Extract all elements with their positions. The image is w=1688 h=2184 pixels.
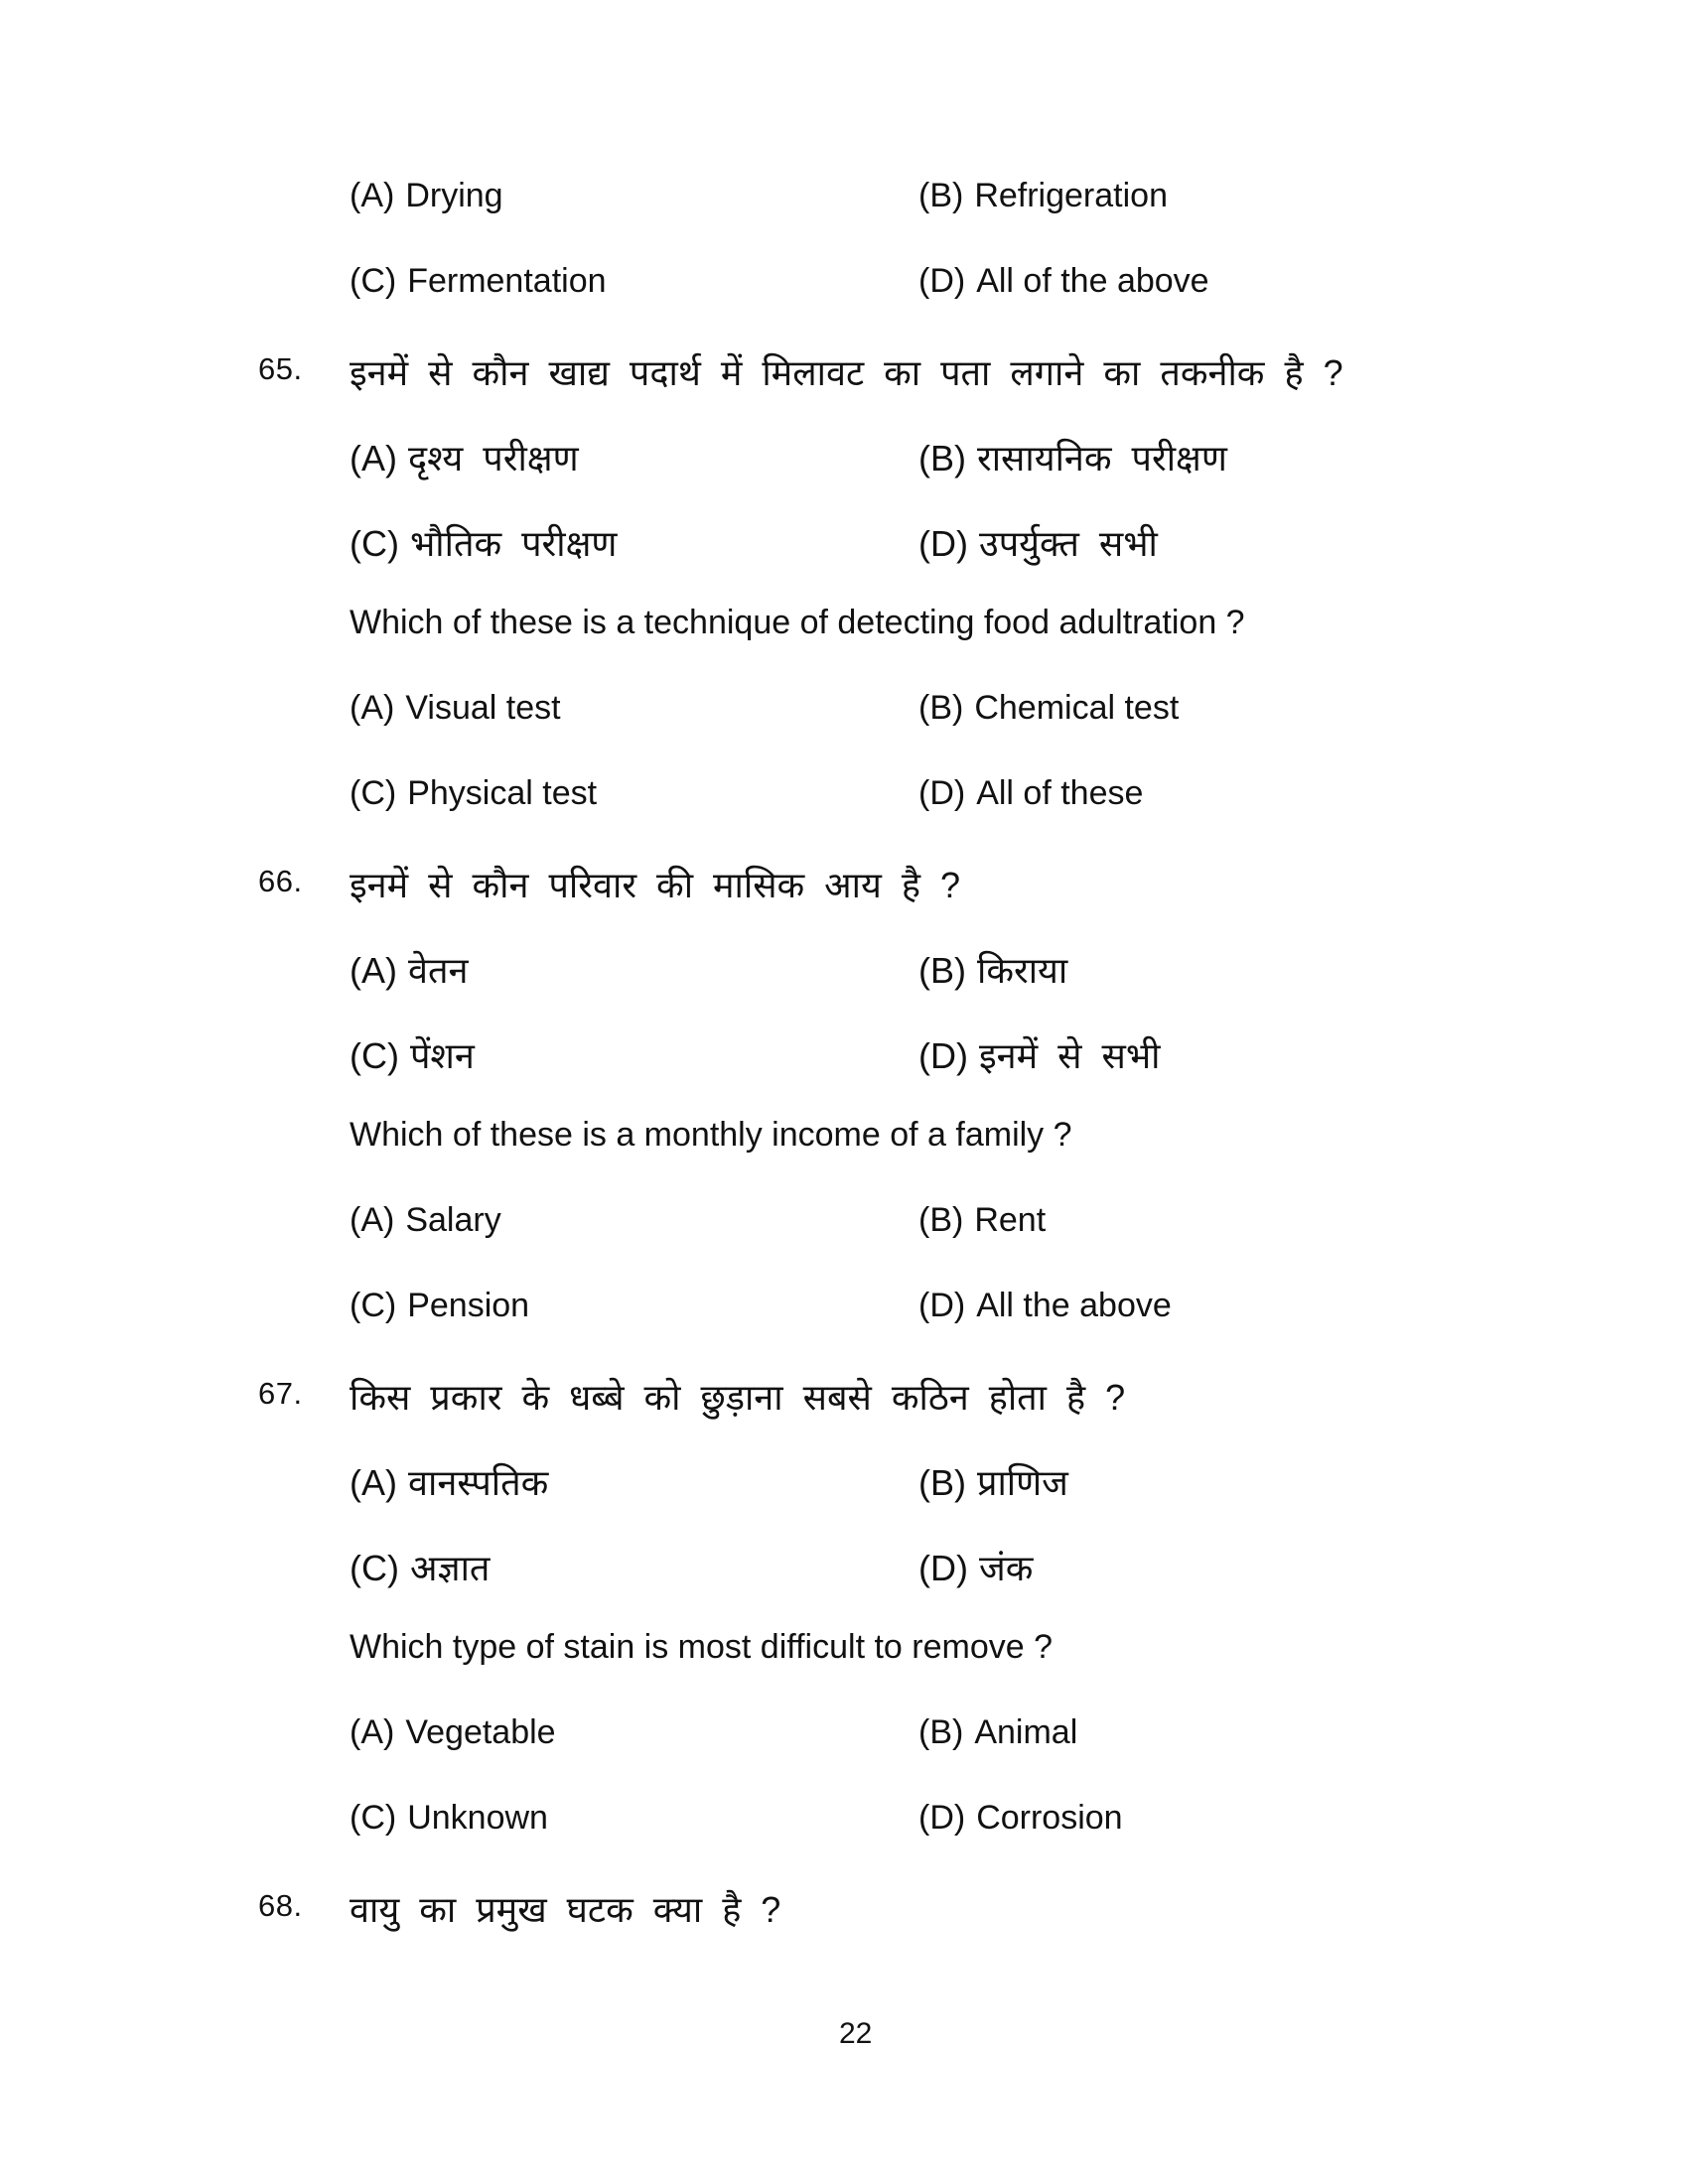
option-text: All of these [976, 774, 1144, 812]
option-label: (B) [918, 438, 966, 478]
option-right [918, 945, 1067, 994]
option-label: (A) [350, 950, 397, 991]
option-left [350, 1457, 548, 1506]
option-text: अज्ञात [409, 1548, 491, 1588]
option-right [918, 1543, 1033, 1591]
option-left [350, 1030, 475, 1079]
option-label: (B) [918, 1462, 966, 1503]
option-label: (B) [918, 1713, 964, 1751]
option-left [350, 1713, 556, 1752]
option-label: (D) [918, 1548, 968, 1588]
question-row [0, 1628, 1688, 1713]
options-row [0, 1799, 1688, 1884]
option-label: (C) [350, 523, 399, 564]
option-label: (D) [918, 1287, 966, 1324]
question-row [0, 347, 1688, 433]
option-label: (C) [350, 774, 397, 812]
options-row [0, 1713, 1688, 1799]
option-right [918, 1030, 1160, 1079]
option-text: All the above [976, 1287, 1172, 1324]
question-text: वायु का प्रमुख घटक क्या है ? [350, 1889, 781, 1930]
option-text: दृश्य परीक्षण [408, 438, 579, 478]
option-right [918, 1713, 1077, 1752]
option-label: (C) [350, 1035, 399, 1076]
option-text: Animal [974, 1713, 1078, 1751]
options-row [0, 1457, 1688, 1543]
option-label: (C) [350, 1548, 399, 1588]
option-right [918, 1287, 1172, 1325]
content [0, 177, 1688, 1970]
options-row [0, 1201, 1688, 1287]
options-row [0, 1543, 1688, 1628]
options-row [0, 262, 1688, 347]
option-label: (D) [918, 1799, 966, 1837]
option-left [350, 518, 617, 567]
option-label: (A) [350, 1201, 395, 1239]
question-text: Which of these is a monthly income of a family ? [350, 1116, 1072, 1154]
option-left [350, 689, 561, 728]
question-number: 65. [258, 351, 303, 386]
option-text: इनमें से सभी [978, 1035, 1161, 1076]
option-label: (A) [350, 1462, 397, 1503]
option-text: Unknown [407, 1799, 548, 1837]
option-text: Chemical test [974, 689, 1180, 727]
option-text: किराया [977, 950, 1068, 991]
question-text: इनमें से कौन परिवार की मासिक आय है ? [350, 865, 960, 905]
options-row [0, 1030, 1688, 1116]
option-text: पेंशन [409, 1035, 475, 1076]
question-row [0, 1884, 1688, 1970]
option-text: Vegetable [405, 1713, 556, 1751]
option-right [918, 1799, 1123, 1838]
option-text: Drying [405, 177, 503, 214]
option-right [918, 1457, 1068, 1506]
option-left [350, 945, 469, 994]
option-right [918, 433, 1227, 481]
option-label: (A) [350, 177, 395, 214]
options-row [0, 774, 1688, 860]
option-text: Corrosion [976, 1799, 1123, 1837]
option-left [350, 433, 579, 481]
question-row [0, 1372, 1688, 1457]
option-right [918, 177, 1168, 215]
option-label: (A) [350, 1713, 395, 1751]
option-text: Refrigeration [974, 177, 1168, 214]
question-row [0, 604, 1688, 689]
option-label: (C) [350, 1287, 397, 1324]
option-text: Pension [407, 1287, 530, 1324]
option-right [918, 774, 1143, 813]
question-text: Which type of stain is most difficult to remove ? [350, 1628, 1053, 1666]
option-right [918, 689, 1179, 728]
option-text: Salary [405, 1201, 501, 1239]
option-label: (D) [918, 523, 968, 564]
option-text: Visual test [405, 689, 561, 727]
question-number: 67. [258, 1376, 303, 1411]
option-label: (B) [918, 177, 964, 214]
option-label: (C) [350, 262, 397, 300]
options-row [0, 945, 1688, 1030]
option-text: उपर्युक्त सभी [978, 523, 1158, 564]
option-left [350, 1201, 501, 1240]
options-row [0, 689, 1688, 774]
option-text: Physical test [407, 774, 598, 812]
option-left [350, 1799, 548, 1838]
question-text: इनमें से कौन खाद्य पदार्थ में मिलावट का पता लगाने का तकनीक है ? [350, 352, 1343, 393]
option-left [350, 1287, 529, 1325]
option-label: (A) [350, 438, 397, 478]
page-number: 22 [839, 2017, 873, 2050]
option-left [350, 1543, 490, 1591]
option-text: Rent [974, 1201, 1047, 1239]
option-label: (B) [918, 689, 964, 727]
option-right [918, 262, 1209, 301]
option-text: रासायनिक परीक्षण [977, 438, 1227, 478]
options-row [0, 518, 1688, 604]
option-label: (A) [350, 689, 395, 727]
options-row [0, 177, 1688, 262]
option-label: (D) [918, 262, 966, 300]
options-row [0, 433, 1688, 518]
option-label: (C) [350, 1799, 397, 1837]
option-left [350, 262, 607, 301]
option-text: Fermentation [407, 262, 607, 300]
option-text: जंक [978, 1548, 1034, 1588]
option-left [350, 774, 597, 813]
option-left [350, 177, 503, 215]
option-label: (B) [918, 950, 966, 991]
option-label: (D) [918, 1035, 968, 1076]
option-right [918, 1201, 1046, 1240]
question-row [0, 1116, 1688, 1201]
question-text: Which of these is a technique of detecting food adultration ? [350, 604, 1245, 641]
option-text: वानस्पतिक [408, 1462, 549, 1503]
question-number: 66. [258, 864, 303, 898]
option-label: (B) [918, 1201, 964, 1239]
option-label: (D) [918, 774, 966, 812]
option-text: All of the above [976, 262, 1209, 300]
option-text: भौतिक परीक्षण [409, 523, 618, 564]
option-right [918, 518, 1158, 567]
option-text: प्राणिज [977, 1462, 1068, 1503]
options-row [0, 1287, 1688, 1372]
question-text: किस प्रकार के धब्बे को छुड़ाना सबसे कठिन होता है ? [350, 1377, 1126, 1418]
question-number: 68. [258, 1888, 303, 1923]
question-row [0, 860, 1688, 945]
option-text: वेतन [408, 950, 469, 991]
